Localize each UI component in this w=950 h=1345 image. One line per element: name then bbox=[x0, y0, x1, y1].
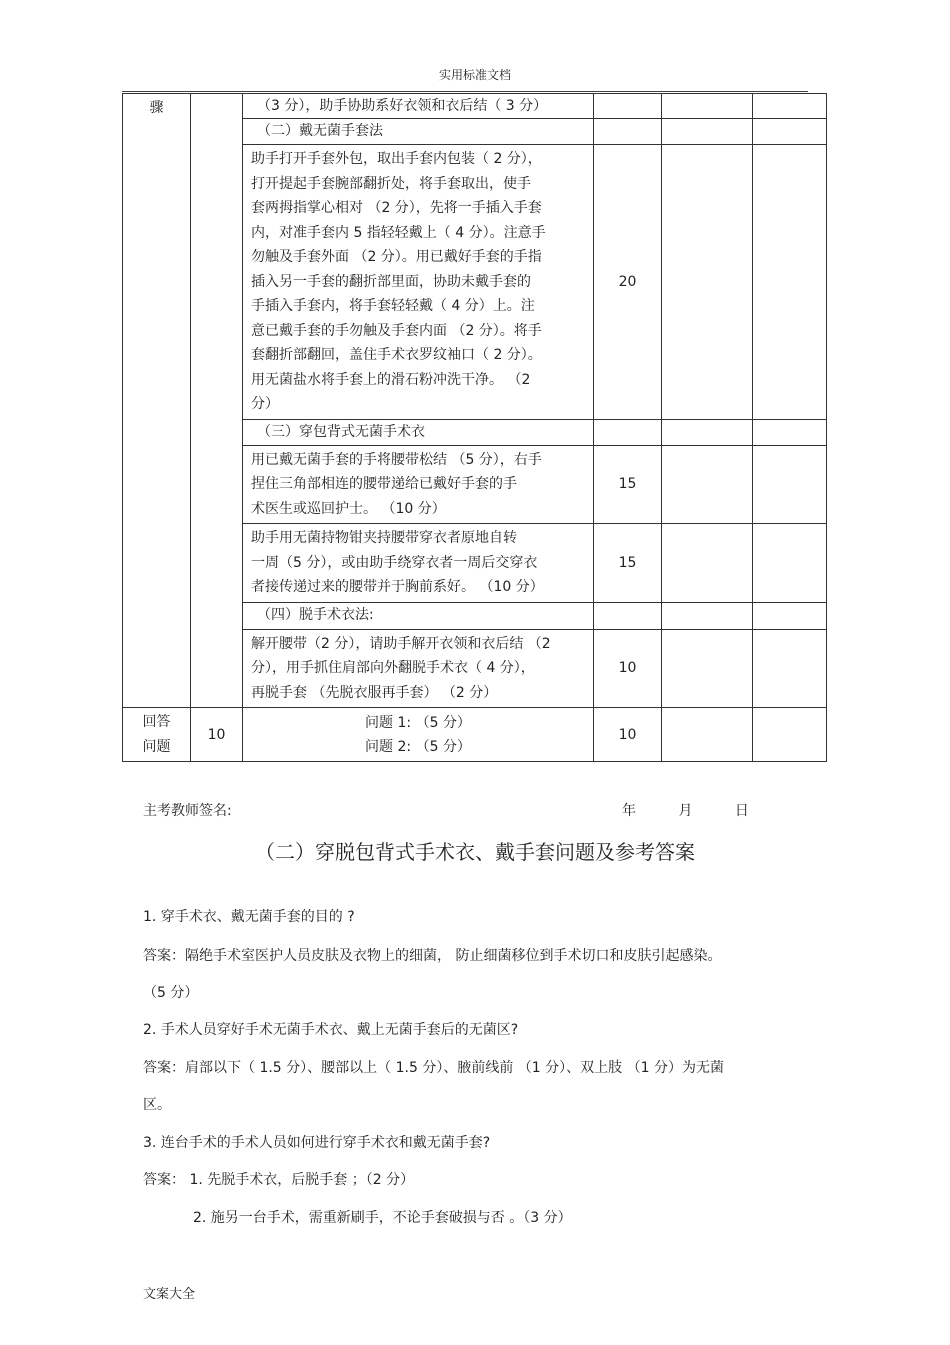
answer-3-item-2: 2. 施另一台手术，需重新刷手，不论手套破损与否 。（3 分） bbox=[193, 1210, 572, 1226]
subsection-heading: （四）脱手术衣法: bbox=[243, 602, 594, 629]
answer-points-cell: 10 bbox=[191, 708, 243, 762]
answer-row bbox=[123, 708, 827, 762]
content-cell: 用已戴无菌手套的手将腰带松结 （5 分），右手 捏住三角部相连的腰带递给已戴好手套的手 术医生或巡回护士。 （10 分） bbox=[243, 445, 594, 524]
answer-2-continued: 区。 bbox=[143, 1097, 171, 1113]
question-2: 2. 手术人员穿好手术无菌手术衣、戴上无菌手套后的无菌区? bbox=[143, 1022, 519, 1038]
subsection-heading: （二）戴无菌手套法 bbox=[243, 119, 594, 145]
score-cell: 15 bbox=[594, 524, 662, 603]
signature-date bbox=[622, 800, 787, 820]
points-cell bbox=[191, 94, 243, 708]
examiner-signature-label: 主考教师签名: bbox=[143, 803, 232, 819]
date-day: 日 bbox=[734, 803, 749, 819]
step-category-cell: 骤 bbox=[123, 94, 191, 708]
answer-2: 答案：肩部以下（ 1.5 分）、腰部以上（ 1.5 分）、腋前线前 （1 分）、双上肢 （1 分）为无菌 bbox=[143, 1060, 724, 1076]
content-cell: （3 分），助手协助系好衣领和衣后结（ 3 分） bbox=[243, 94, 594, 119]
section-title: （二）穿脱包背式手术衣、戴手套问题及参考答案 bbox=[255, 840, 695, 864]
blank-cell bbox=[753, 94, 827, 119]
question-1: 1. 穿手术衣、戴无菌手套的目的 ? bbox=[143, 909, 355, 925]
answer-questions-cell: 问题 1: （5 分） 问题 2: （5 分） bbox=[243, 708, 594, 762]
score-cell bbox=[594, 94, 662, 119]
question-3: 3. 连台手术的手术人员如何进行穿手术衣和戴无菌手套? bbox=[143, 1135, 491, 1151]
blank-cell bbox=[662, 94, 753, 119]
answer-1-points: （5 分） bbox=[143, 985, 199, 1001]
score-cell: 10 bbox=[594, 629, 662, 708]
answer-3-item-1: 答案： 1. 先脱手术衣，后脱手套 ；（2 分） bbox=[143, 1172, 415, 1188]
header-divider bbox=[122, 91, 808, 92]
date-year: 年 bbox=[622, 803, 636, 819]
date-month: 月 bbox=[678, 803, 693, 819]
content-cell: 助手用无菌持物钳夹持腰带穿衣者原地自转 一周（5 分），或由助手绕穿衣者一周后交穿衣 者接传递过来的腰带并于胸前系好。 （10 分） bbox=[243, 524, 594, 603]
subsection-heading: （三）穿包背式无菌手术衣 bbox=[243, 419, 594, 445]
score-cell: 10 bbox=[594, 708, 662, 762]
table-row bbox=[123, 94, 827, 119]
scoring-table bbox=[122, 93, 827, 762]
content-cell: 助手打开手套外包，取出手套内包装（ 2 分）， 打开提起手套腕部翻折处，将手套取出，使手 套两拇指掌心相对 （2 分），先将一手插入手套 内，对准手套内 5 指轻轻戴上（ 4 分）。注意手 勿触及手套外面 （2 分）。用已戴好手套的手指 插入另一手套的翻折部里面，协助未戴手套的 手插入手套内，将手套轻轻戴（ 4 分）上。注 意已戴手套的手勿触及手套内面 （2 分）。将手 套翻折部翻回，盖住手术衣罗纹袖口（ 2 分）。 用无菌盐水将手套上的滑石粉冲洗干净。 （2 分） bbox=[243, 145, 594, 420]
page-footer: 文案大全 bbox=[143, 1287, 196, 1302]
answer-1: 答案：隔绝手术室医护人员皮肤及衣物上的细菌， 防止细菌移位到手术切口和皮肤引起感染。 bbox=[143, 948, 722, 964]
answer-label-cell: 回答 问题 bbox=[123, 708, 191, 762]
page-header: 实用标准文档 bbox=[438, 68, 511, 82]
content-cell: 解开腰带（2 分），请助手解开衣领和衣后结 （2 分），用手抓住肩部向外翻脱手术衣（ 4 分）， 再脱手套 （先脱衣服再手套） （2 分） bbox=[243, 629, 594, 708]
score-cell: 15 bbox=[594, 445, 662, 524]
score-cell: 20 bbox=[594, 145, 662, 420]
